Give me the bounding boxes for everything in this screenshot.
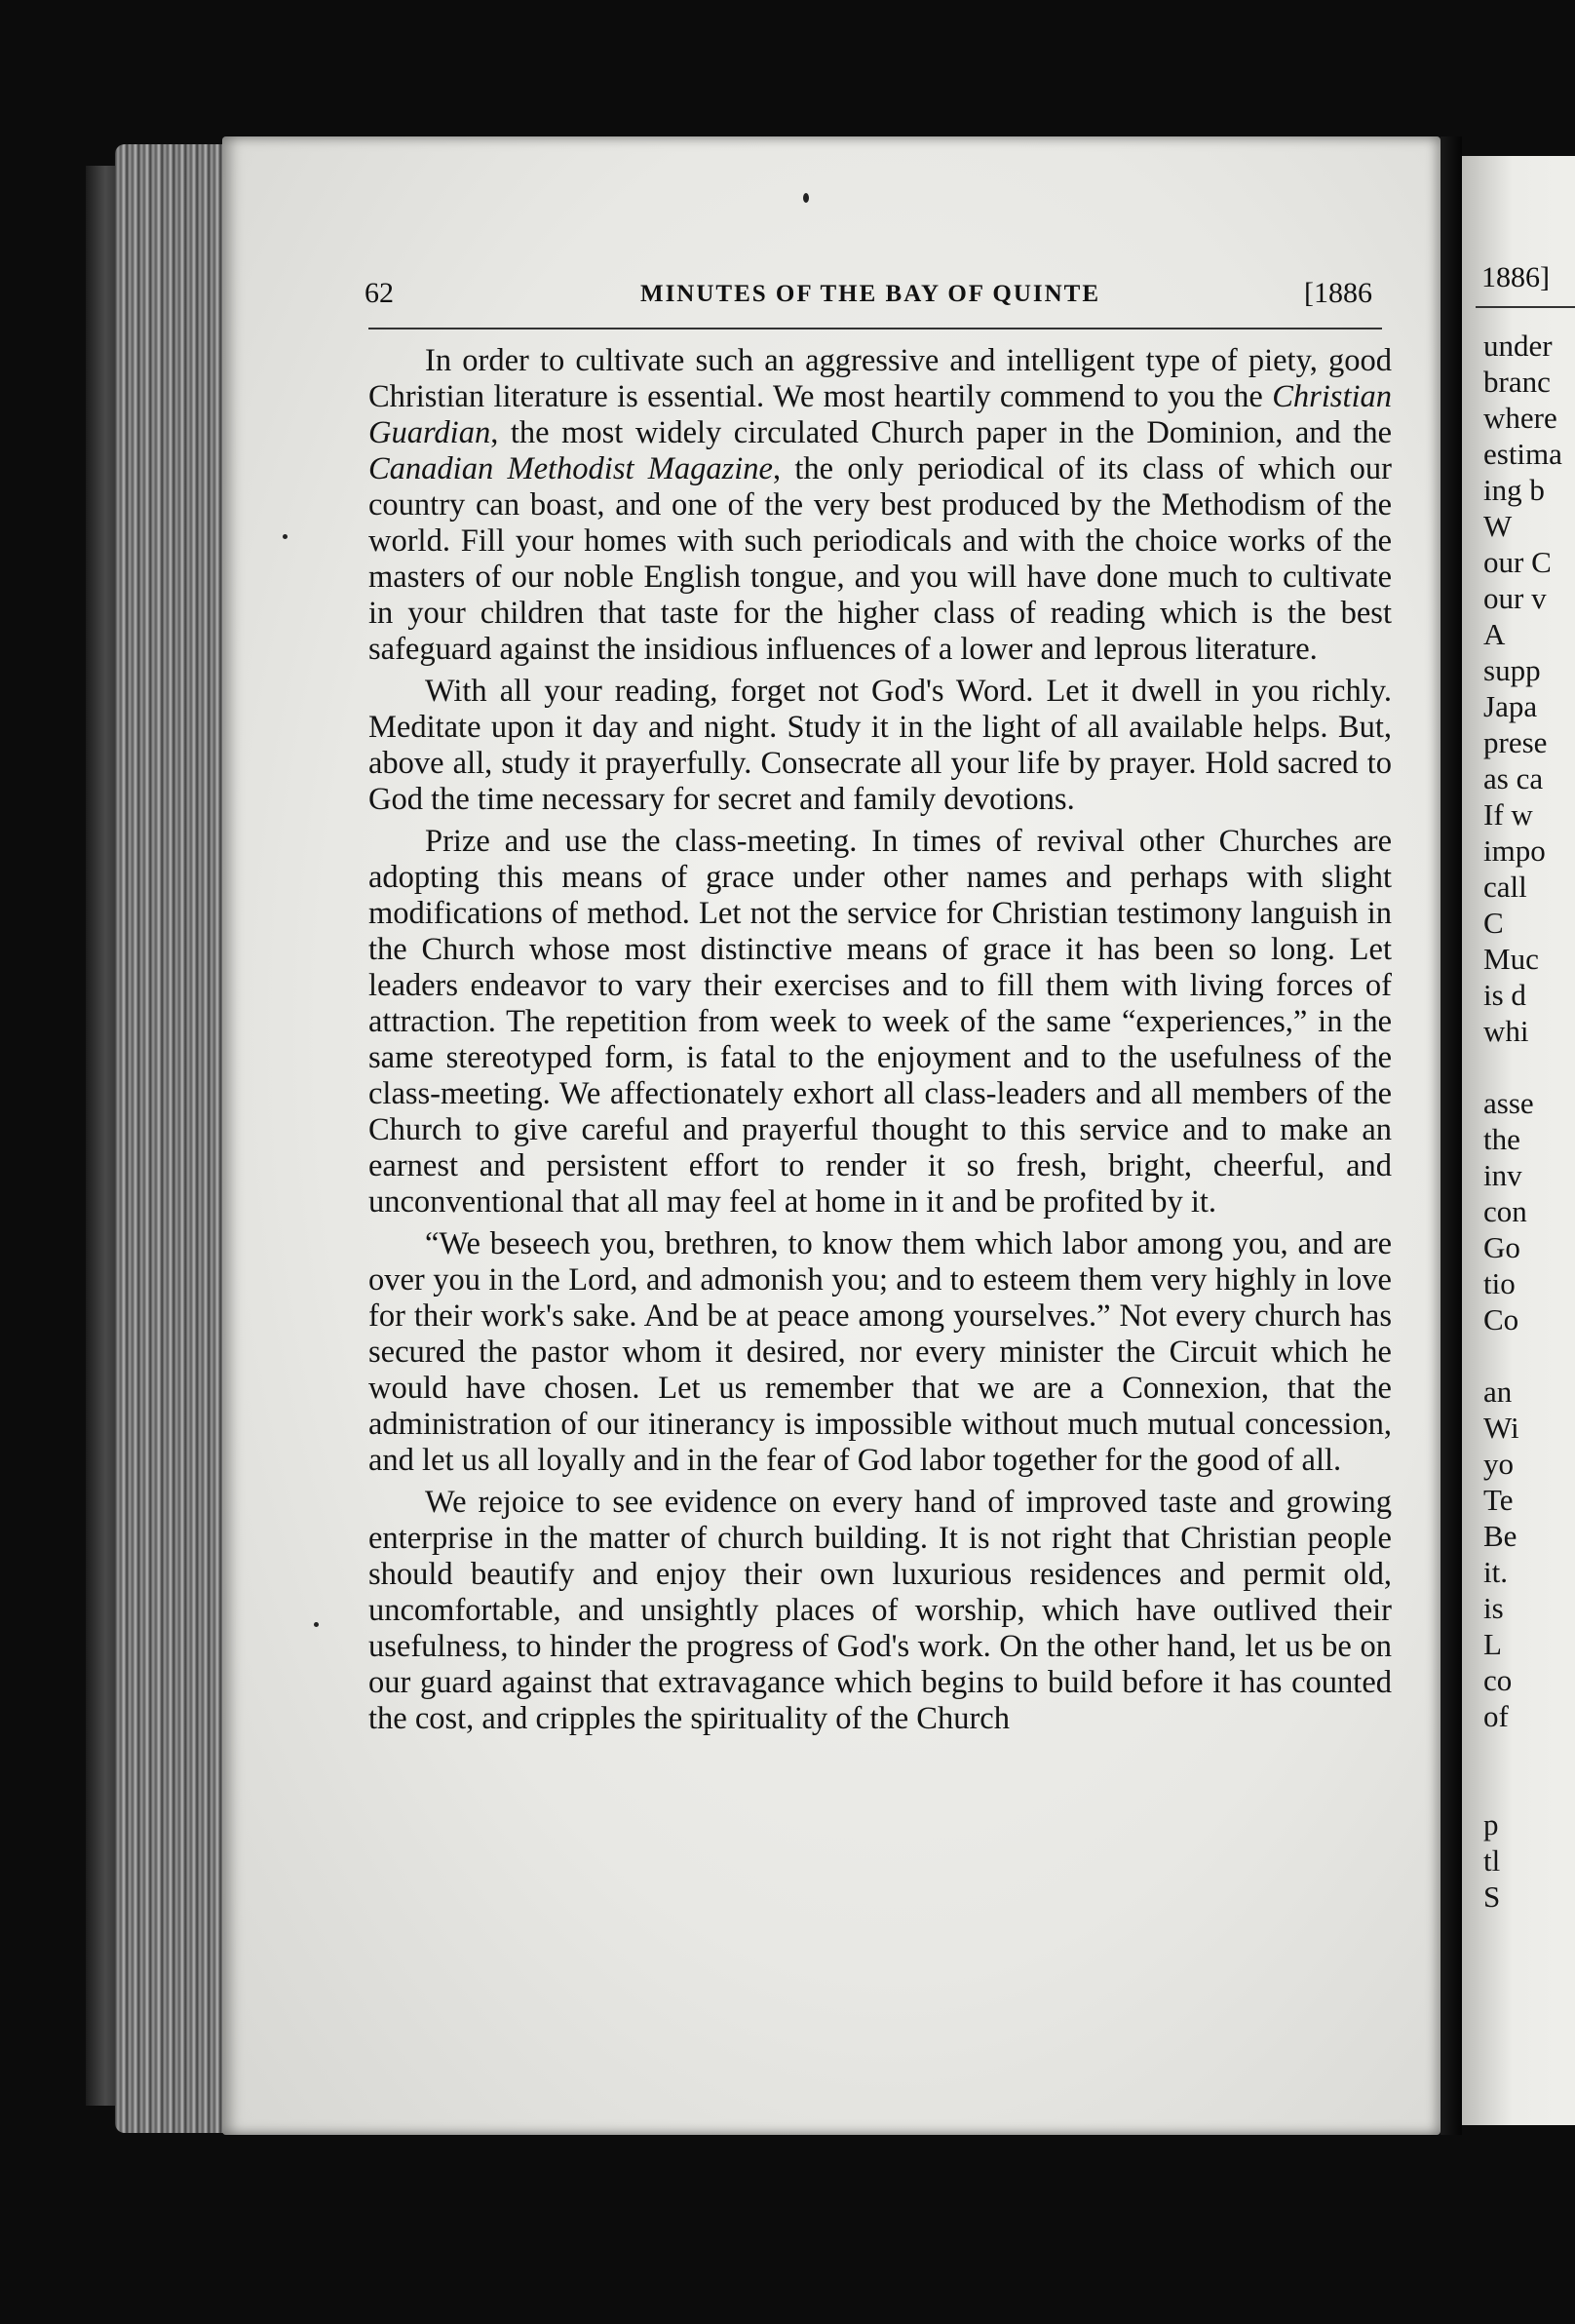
paragraph-text: , the only periodical of its class of which our country can boast, and one of the very best produced by the Methodism of the world. Fill your homes with such periodicals and with the choice works of the masters of our noble English tongue, and you will have done much to cultivate in your children that taste for the higher class of reading which is the best safeguard against the insidious influences of a lower and leprous literature. xyxy=(368,451,1392,667)
running-title: MINUTES OF THE BAY OF QUINTE xyxy=(639,281,1101,307)
right-page-line: estima xyxy=(1483,437,1562,471)
right-page-line: co xyxy=(1483,1663,1513,1697)
paragraph xyxy=(368,343,1392,668)
paragraph-text: “We beseech you, brethren, to know them which labor among you, and are over you in the Lord, and admonish you; and to esteem them very highly in love for their work's sake. And be at peace among yourselves.” Not every church has secured the pastor whom it desired, nor every minister the Circuit which he would have chosen. Let us remember that we are a Connexion, that the administration of our itinerancy is impossible without much mutual concession, and let us all loyally and in the fear of God labor together for the good of all. xyxy=(368,1226,1392,1478)
right-page-line: is d xyxy=(1483,978,1526,1012)
paragraph xyxy=(368,1485,1392,1737)
right-page-line: Japa xyxy=(1483,689,1538,723)
right-page-line: impo xyxy=(1483,833,1546,868)
publication-title: Canadian Methodist Magazine xyxy=(368,451,773,486)
paragraph xyxy=(368,1226,1392,1479)
right-page-line xyxy=(1483,1337,1575,1374)
right-page-line: A xyxy=(1483,617,1506,651)
right-page-line: Te xyxy=(1483,1483,1514,1517)
right-page-line: S xyxy=(1483,1879,1501,1914)
header-year: [1886 xyxy=(1304,277,1372,309)
page-header xyxy=(359,271,1382,320)
right-page-line: Co xyxy=(1483,1302,1519,1336)
paragraph-text: With all your reading, forget not God's Word. Let it dwell in you richly. Meditate upon it day and night. Study it in the light of all available helps. But, above all, study it prayerfully. Consecrate all your life by prayer. Hold sacred to God the time necessary for secret and family devotions. xyxy=(368,674,1392,817)
right-page-line: C xyxy=(1483,906,1504,940)
right-page-line: If w xyxy=(1483,797,1533,832)
right-page-line: W xyxy=(1483,509,1513,543)
header-rule xyxy=(368,328,1382,329)
right-page-line: Wi xyxy=(1483,1411,1519,1445)
right-page-lines xyxy=(1483,328,1575,1915)
right-page-line: supp xyxy=(1483,653,1541,687)
right-page-line: inv xyxy=(1483,1158,1522,1192)
right-page-line: of xyxy=(1483,1699,1509,1733)
paragraph-text: We rejoice to see evidence on every hand of improved taste and growing enterprise in the matter of church building. It is not right that Christian people should beautify and enjoy their own luxurious residences and permit old, uncomfortable, and unsightly places of worship, which have outlived their usefulness, to hinder the progress of God's work. On the other hand, let us be on our guard against that extravagance which begins to build before it has counted the cost, and cripples the spirituality of the Church xyxy=(368,1485,1392,1736)
page-number: 62 xyxy=(365,277,394,309)
right-page-line: an xyxy=(1483,1375,1513,1409)
right-page-line: it. xyxy=(1483,1555,1508,1589)
paragraph-text: , the most widely circulated Church paper in the Dominion, and the xyxy=(490,415,1392,450)
right-page-line xyxy=(1483,1734,1575,1770)
right-page-line: prese xyxy=(1483,725,1548,759)
right-page-line: our C xyxy=(1483,545,1552,579)
right-page-line: p xyxy=(1483,1807,1499,1841)
right-page-line: under xyxy=(1483,329,1553,363)
book-gutter xyxy=(1441,136,1462,2135)
right-page-line: the xyxy=(1483,1122,1520,1156)
right-page-line: Be xyxy=(1483,1519,1517,1553)
paragraph xyxy=(368,824,1392,1220)
publication-title: Christian Guardian xyxy=(368,379,1392,450)
right-page-line: where xyxy=(1483,401,1557,435)
right-page-line: branc xyxy=(1483,365,1551,399)
paragraph xyxy=(368,674,1392,818)
paragraph-text: Prize and use the class-meeting. In times of revival other Churches are adopting this means of grace under other names and perhaps with slight modifications of method. Let not the service for Christian testimony languish in the Church whose most distinctive means of grace it has been so long. Let leaders endeavor to vary their exercises and to fill them with living forces of attraction. The repetition from week to week of the same “experiences,” in the same stereotyped form, is fatal to the enjoyment and to the usefulness of the class-meeting. We affectionately exhort all class-leaders and all members of the Church to give careful and prayerful thought to this service and to make an earnest and persistent effort to render it so fresh, bright, cheerful, and unconventional that all may feel at home in it and be profited by it. xyxy=(368,824,1392,1220)
dust-speck xyxy=(314,1622,319,1627)
right-page-rule xyxy=(1476,306,1575,308)
right-page-line: L xyxy=(1483,1627,1502,1661)
right-page-line: tio xyxy=(1483,1266,1516,1300)
right-page-line: as ca xyxy=(1483,761,1544,795)
right-page-line: Muc xyxy=(1483,942,1539,976)
right-page-line xyxy=(1483,1049,1575,1085)
right-page-line: ing b xyxy=(1483,473,1545,507)
right-page-line: tl xyxy=(1483,1843,1501,1878)
right-page-line xyxy=(1483,1770,1575,1806)
right-page-fragment xyxy=(1462,156,1575,2125)
right-page-line: call xyxy=(1483,870,1527,904)
dust-speck xyxy=(803,193,809,203)
dust-speck xyxy=(283,534,288,539)
right-page-line: is xyxy=(1483,1591,1504,1625)
right-page-line: our v xyxy=(1483,581,1547,615)
right-page-line: yo xyxy=(1483,1447,1514,1481)
right-page-year: 1886] xyxy=(1481,261,1550,293)
right-page-line: asse xyxy=(1483,1086,1534,1120)
right-page-line: whi xyxy=(1483,1014,1529,1048)
right-page-line: con xyxy=(1483,1194,1527,1228)
paragraph-text: In order to cultivate such an aggressive and intelligent type of piety, good Christian literature is essential. We most heartily commend to you the xyxy=(368,343,1392,414)
right-page-line: Go xyxy=(1483,1230,1520,1264)
body-text xyxy=(368,343,1392,1737)
